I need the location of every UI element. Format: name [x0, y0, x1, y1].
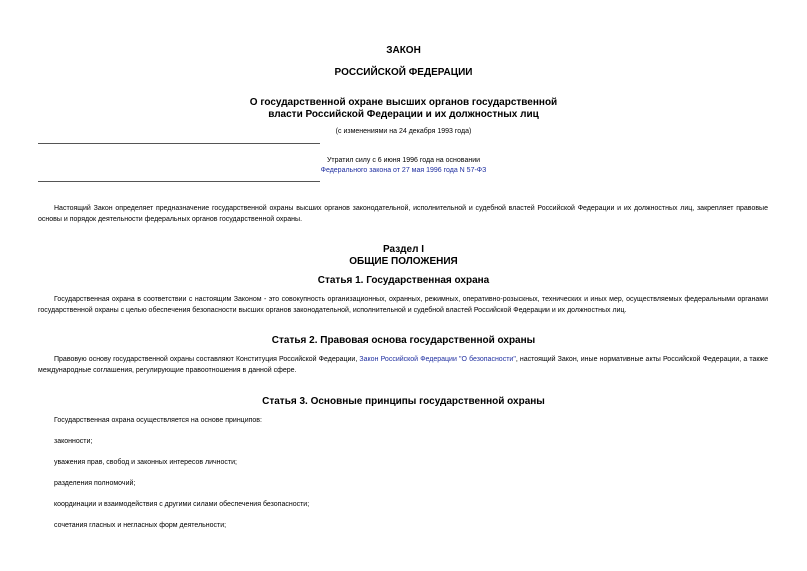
article-2-text-after: , настоящий Закон, иные нормативные акты Российской Федерации, а также международные соглашения, регулирующие правоотношения в данной сфере. — [38, 356, 769, 374]
law-label: ЗАКОН — [386, 45, 421, 56]
lost-force-link[interactable]: Федерального закона от 27 мая 1996 года N 57-ФЗ — [320, 167, 487, 174]
title-line-1: О государственной охране высших органов государственной — [249, 97, 558, 108]
divider-bottom — [38, 181, 320, 182]
article-3-title: Статья 3. Основные принципы государственной охраны — [262, 396, 545, 407]
principle-item: координации и взаимодействия с другими силами обеспечения безопасности; — [54, 501, 310, 508]
intro-paragraph: Настоящий Закон определяет предназначение государственной охраны высших органов законодательной, исполнительной и судебной властей Российской Федерации и их должностных лиц, закрепляет правовые основы и порядок деятельности федеральных органов государственной охраны. — [38, 205, 768, 223]
country-label: РОССИЙСКОЙ ФЕДЕРАЦИИ — [334, 67, 473, 78]
article-2-title: Статья 2. Правовая основа государственной охраны — [271, 335, 536, 346]
changes-note: (с изменениями на 24 декабря 1993 года) — [335, 128, 472, 135]
principle-item: разделения полномочий; — [54, 480, 136, 487]
lost-force-text: Утратил силу с 6 июня 1996 года на основании — [326, 157, 481, 164]
document-title — [0, 97, 807, 121]
principle-item: сочетания гласных и негласных форм деятельности; — [54, 522, 227, 529]
principles-intro: Государственная охрана осуществляется на основе принципов: — [54, 417, 262, 424]
article-1-paragraph: Государственная охрана в соответствии с настоящим Законом - это совокупность организационных, охранных, режимных, оперативно-розыскных, технических и иных мер, осуществляемых федеральными органами государственной охраны с целью обеспечения безопасности высших органов законодательной, исполнительной и судебной властей Российской Федерации и их должностных лиц. — [38, 296, 768, 314]
section-title: ОБЩИЕ ПОЛОЖЕНИЯ — [349, 256, 458, 267]
article-2-text-before: Правовую основу государственной охраны составляют Конституция Российской Федерации, — [54, 356, 360, 363]
title-line-2: власти Российской Федерации и их должностных лиц — [268, 109, 539, 120]
divider-top — [38, 143, 320, 144]
section-heading — [0, 244, 807, 268]
principle-item: законности; — [54, 438, 93, 445]
lost-force-note — [0, 156, 807, 176]
principle-item: уважения прав, свобод и законных интересов личности; — [54, 459, 237, 466]
security-law-link[interactable]: Закон Российской Федерации "О безопасности" — [359, 356, 516, 363]
article-1-title: Статья 1. Государственная охрана — [317, 275, 490, 286]
section-label: Раздел I — [382, 244, 424, 255]
article-2-paragraph — [38, 355, 768, 376]
